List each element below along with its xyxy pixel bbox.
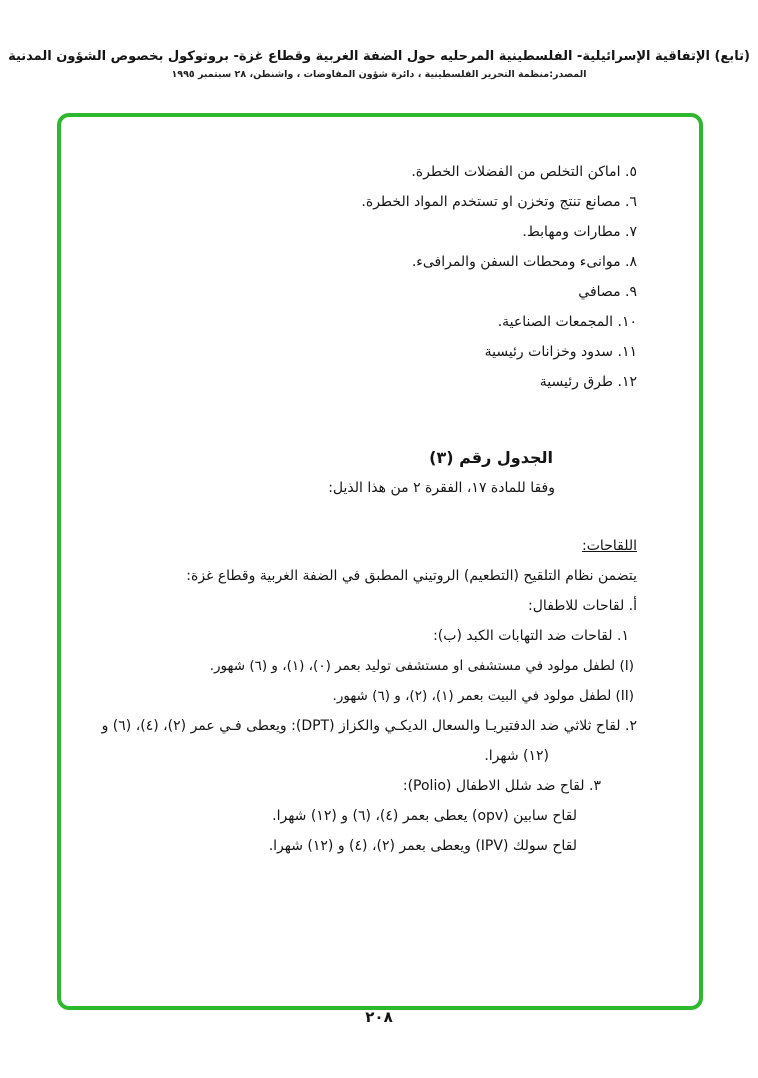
facility-item-9: ٩. مصافي — [578, 284, 637, 300]
facility-item-12: ١٢. طرق رئيسية — [539, 374, 637, 390]
hepatitis-item-1: (I) لطفل مولود في مستشفى او مستشفى توليد بعمر (٠)، (١)، و (٦) شهور. — [209, 658, 634, 674]
polio-item-salk: لقاح سولك (IPV) ويعطى بعمر (٢)، (٤) و (١٢) شهرا. — [268, 838, 577, 854]
children-vaccines-heading: أ. لقاحات للاطفال: — [528, 598, 637, 614]
document-title: (تابع) الإتفاقية الإسرائيلية- الفلسطينية المرحليه حول الضفة الغربية وقطاع غزة- بروتوكول بخصوص الشؤون المدنية — [8, 49, 750, 64]
document-header — [0, 48, 758, 82]
facility-item-10: ١٠. المجمعات الصناعية. — [497, 314, 637, 330]
facility-item-8: ٨. موانىء ومحطات السفن والمرافىء. — [411, 254, 637, 270]
polio-item-sabin: لقاح سابين (opv) يعطى بعمر (٤)، (٦) و (١٢) شهرا. — [272, 808, 577, 824]
facility-item-6: ٦. مصانع تنتج وتخزن او تستخدم المواد الخطرة. — [361, 194, 637, 210]
content-frame — [57, 113, 703, 1010]
page-number: ٢٠٨ — [365, 1008, 393, 1026]
document-source-line: المصدر:منظمة التحرير الفلسطينية ، دائرة شؤون المفاوضات ، واشنطن، ٢٨ سبتمبر ١٩٩٥ — [171, 69, 587, 80]
dpt-vaccine-line1: ٢. لقاح ثلاثي ضد الدفتيريـا والسعال الديكـي والكزاز (DPT): ويعطى فـي عمر (٢)، (٤)، (٦) و — [101, 718, 637, 734]
hepatitis-item-2: (II) لطفل مولود في البيت بعمر (١)، (٢)، و (٦) شهور. — [332, 688, 634, 704]
vaccines-section-title: اللقاحات: — [582, 538, 637, 554]
polio-heading: ٣. لقاح ضد شلل الاطفال (Polio): — [402, 778, 601, 794]
hepatitis-heading: ١. لقاحات ضد التهابات الكبد (ب): — [433, 628, 629, 644]
facility-item-5: ٥. اماكن التخلص من الفضلات الخطرة. — [411, 164, 637, 180]
table-heading: الجدول رقم (٣) — [429, 448, 553, 467]
facility-item-11: ١١. سدود وخزانات رئيسية — [484, 344, 637, 360]
vaccines-intro: يتضمن نظام التلقيح (التطعيم) الروتيني المطبق في الضفة الغربية وقطاع غزة: — [186, 568, 637, 584]
table-subheading: وفقا للمادة ١٧، الفقرة ٢ من هذا الذيل: — [328, 480, 555, 496]
facility-item-7: ٧. مطارات ومهابط. — [522, 224, 637, 240]
document-body — [61, 117, 699, 861]
dpt-vaccine-line2: (١٢) شهرا. — [484, 748, 549, 764]
